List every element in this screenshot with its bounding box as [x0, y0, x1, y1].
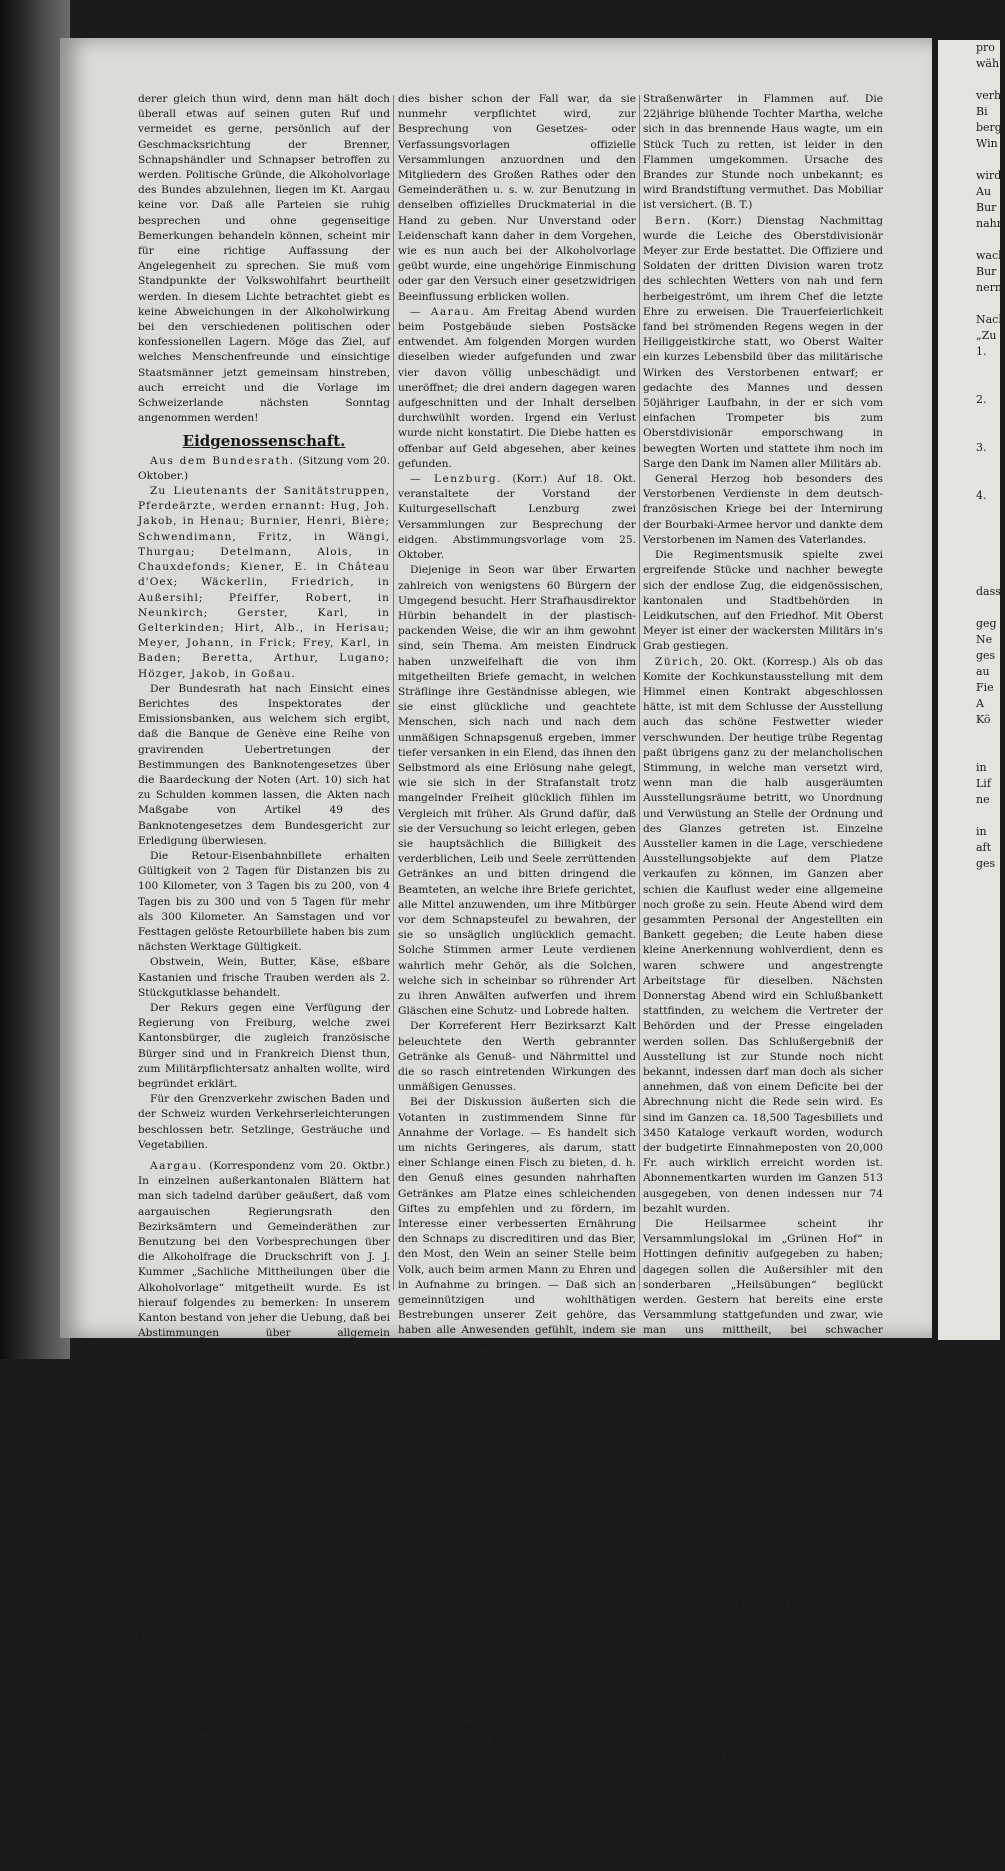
laufenburg-heading: * Bezirk Laufenburg,: [410, 1491, 566, 1504]
right-page-fragment: [938, 520, 1000, 536]
right-page-fragment: Fie: [976, 681, 994, 694]
right-page-fragment: Kö: [976, 713, 991, 726]
right-page-fragment: [938, 376, 1000, 392]
herzog-paragraph: General Herzog hob besonders des Verstorbenen Verdienste in dem deutsch-französischen Kriege bei der Internirung der Bourbaki-Armee hervor und dankte dem Verstorbenen im Namen des Vaterlandes.: [643, 473, 883, 546]
right-page-fragment: wird: [976, 169, 1002, 182]
right-page-fragment: nern: [976, 281, 1002, 294]
right-page-fragment: Bi: [976, 105, 988, 118]
right-page-fragment: [938, 568, 1000, 584]
lieutenants-paragraph: Zu Lieutenants der Sanitätstruppen, Pferdeärzte, werden ernannt: Hug, Joh. Jakob, in Henau; Burnier, Henri, Bière; Schwendimann, Fritz, in Wängi, Thurgau; Detelmann, Alois, in Chauxdefonds; Kiener, E. in Château d'Oex; Wäckerlin, Friedrich, in Außersihl; Pfeiffer, Robert, in Neunkirch; Gerster, Karl, in Gelterkinden; Hirt, Alb., in Herisau; Meyer, Johann, in Frick; Frey, Karl, in Baden; Beretta, Arthur, Lugano; Hözger, Jakob, in Goßau.: [138, 485, 390, 680]
right-page-fragment: in: [976, 825, 987, 838]
grenzverkehr-paragraph: Für den Grenzverkehr zwischen Baden und der Schweiz wurden Verkehrserleichterungen beschlossen betr. Setzlinge, Gesträuche und Vegetabilien.: [138, 1093, 390, 1151]
section-title: Eidgenossenschaft.: [182, 432, 346, 451]
lenzburg-text: (Korr.) Auf 18. Okt. veranstaltete der Vorstand der Kulturgesellschaft Lenzburg zwei Versammlungen zur Besprechung der eidgen. Abstimmungsvorlage vom 25. Oktober.: [398, 473, 636, 562]
right-page-fragment: [938, 728, 1000, 744]
rekurs-paragraph: Der Rekurs gegen eine Verfügung der Regierung von Freiburg, welche zwei Kantonsbürger, die zugleich französische Bürger sind und in Frankreich Dienst thun, zum Militärpflichtersatz anhalten wollte, wird begründet erklärt.: [138, 1001, 390, 1090]
luzern-paragraph: [643, 1612, 883, 1764]
right-page-fragment: Nach: [976, 313, 1005, 326]
right-page-fragment: [938, 360, 1000, 376]
right-page-fragment: [938, 744, 1000, 760]
kalt-paragraph: Der Korreferent Herr Bezirksarzt Kalt beleuchtete den Werth gebrannter Getränke als Genuß- und Nährmittel und die so rasch eintretenden Wirkungen des unmäßigen Genusses.: [398, 1020, 636, 1094]
banknote-paragraph: Der Bundesrath hat nach Einsicht eines Berichtes des Inspektorates der Emissionsbanken, aus welchem sich ergibt, daß die Banque de Genève eine Reihe von gravirenden Uebertretungen der Bestimmungen des Banknotengesetzes über die Baardeckung der Noten (Art. 10) sich hat zu Schulden kommen lassen, die Akten nach Maßgabe von Artikel 49 des Banknotengesetzes dem Bundesgericht zur Erledigung überwiesen.: [138, 682, 390, 847]
aargau-paragraph: [138, 1159, 390, 1722]
aarau-text: Am Freitag Abend wurden beim Postgebäude sieben Postsäcke entwendet. Am folgenden Morgen wurden dieselben wieder aufgefunden und zwar vier davon völlig unbeschädigt und uneröffnet; die drei andern dagegen waren aufgeschnitten und der Inhalt derselben durchwühlt worden. Irgend ein Verlust wurde nicht konstatirt. Die Diebe hatten es offenbar auf Geld abgesehen, aber keines gefunden.: [398, 305, 637, 470]
zurich-heading: Zürich,: [655, 655, 705, 668]
aarau-paragraph: [398, 305, 636, 472]
right-page-fragment: 2.: [976, 393, 987, 406]
aarau-heading: — Aarau.: [410, 305, 476, 318]
right-page-fragment: ges: [976, 649, 996, 662]
laufenburg-text: 20. Oktbr. Friedensrichterwahlen: Im Kreise Laufenburg sind die bisherigen, Herren Müller von Kaisten als Friedensrichter und Gränacher in Ittenthal als Statthalter wieder gewählt. — Im Kreise Frick war die Wahl ebenfalls eine Wiederbestätigung der bisherigen, Herren Frz. Mösch, Friedensrichter und Lukas Keller, Statthalter. — Im Kreise Mettau sind die Herren Blum, bisheriger Friedensrichter, von Wyl und G. Müller, Negt. in Mettau, Statthalter, wiedergewählt. — Im Kreise Wölflinswyl konnte die Wahl Mangels ungenügender Betheiligung nicht abgehalten werden. Ein zweiter Wahlgang ist auf Sonntag den 25. d. angeordnet. — Im Kreise Frick wurde an Stelle des Hrn. Oberrichter Kalt als Großrathsmitglied gewählt: Hr. Gemeindeammann Rohrer in Eiken.: [398, 1491, 637, 1808]
right-page-fragment: [938, 472, 1000, 488]
spreitenbach-heading: — Spreitenbach,: [410, 1810, 523, 1823]
column-3: [643, 92, 884, 1763]
right-page-fragment: „Zu: [976, 329, 997, 342]
right-page-fragment: Bur: [976, 201, 997, 214]
winterthur-heading: — Winterthur,: [655, 1476, 751, 1489]
retour-paragraph: Die Retour-Eisenbahnbillete erhalten Gültigkeit von 2 Tagen für Distanzen bis zu 100 Kilometer, von 3 Tagen bis zu 200, von 4 Tagen bis zu 300 und von 5 Tagen für mehr als 300 Kilometer. An Samstagen und vor Festtagen gelöste Retourbillete haben bis zum nächsten Werktage Gültigkeit.: [138, 849, 390, 954]
right-page-fragment: ne: [976, 793, 990, 806]
diskussion-paragraph: Bei der Diskussion äußerten sich die Votanten in zustimmendem Sinne für Annahme der Vorlage. — Es handelt sich um nichts Geringeres, als darum, statt einer Schlange einen Fisch zu bieten, d. h. den Genuß eines gesunden nahrhaften Getränkes am Platze eines schleichenden Giftes zu empfehlen und zu fördern, im Interesse einer verbesserten Ernährung den Schnaps zu discreditiren und das Bier, den Most, den Wein an seiner Stelle beim Volk, auch beim armen Mann zu Ehren und in Aufnahme zu bringen. — Daß sich an gemeinnützigen und wohlthätigen Bestrebungen unserer Zeit gehöre, das haben alle Anwesenden gefühlt, indem sie bei der Abstimmung einmüthig sich für die Vorlage erklärten.: [398, 1096, 636, 1367]
column-rule-2: [639, 95, 640, 1290]
right-page-fragment: nahr: [976, 217, 1002, 230]
right-page-fragment: [938, 456, 1000, 472]
right-page-fragment: Ne: [976, 633, 993, 646]
column-1: [138, 92, 390, 1765]
right-page-fragment: verh: [976, 89, 1002, 102]
laufenburg-paragraph: [398, 1491, 636, 1810]
adjacent-page-edge: [938, 40, 1005, 1340]
bundesrath-date: (Sitzung vom 20. Oktober.): [138, 454, 390, 482]
right-page-fragment: wack: [976, 249, 1005, 262]
lenzburg2-paragraph: Ueber die Versammlung in Lenzburg wurde bereits in gestriger Nummer referirt.: [398, 1370, 637, 1398]
bern-text: (Korr.) Dienstag Nachmittag wurde die Leiche des Oberstdivisionär Meyer zur Erde bestattet. Die Offiziere und Soldaten der dritten Division waren trotz des schlechten Wetters von nah und fern herbeigeströmt, um ihrem Chef die letzte Ehre zu erweisen. Die Trauerfeierlichkeit fand bei strömenden Regens wegen in der Heiliggeistkirche statt, wo Oberst Walter ein kurzes Lebensbild über das militärische Wirken des Verstorbenen entwarf; er gedachte des Mannes und dessen 50jähriger Laufbahn, in der er sich vom einfachen Trompeter bis zum Oberstdivisionär emporschwang in bewegten Worten und stattete ihm noch im Sarge den Dank im Namen aller Militärs ab.: [643, 214, 883, 470]
heilsarmee-paragraph: Die Heilsarmee scheint ihr Versammlungslokal im „Grünen Hof“ in Hottingen definitiv aufgegeben zu haben; dagegen sollen die Außersihler mit den sonderbaren „Heilsübungen“ beglückt werden. Gestern hat bereits eine erste Versammlung stattgefunden und zwar, wie man uns mittheilt, bei schwacher Betheiligung und ohne irgend welche Störung.: [643, 1218, 883, 1367]
right-page-fragment: 4.: [976, 489, 987, 502]
right-page-fragment: 1.: [976, 345, 987, 358]
right-page-fragment: au: [976, 665, 990, 678]
fire-paragraph: Straßenwärter in Flammen auf. Die 22jährige blühende Tochter Martha, welche sich in das brennende Haus wagte, um ein Stück Tuch zu retten, ist leider in den Flammen umgekommen. Ursache des Brandes zur Stunde noch unbekannt; es wird Brandstiftung vermuthet. Das Mobiliar ist versichert. (B. T.): [643, 93, 883, 212]
right-page-fragment: Win: [976, 137, 998, 150]
zurich-text: 20. Okt. (Korresp.) Als ob das Komite der Kochkunstausstellung mit dem Himmel einen Kontrakt abgeschlossen hätte, ist mit dem Schlusse der Ausstellung auch das schöne Festwetter wieder verschwunden. Der heutige trübe Regentag paßt übrigens ganz zu der melancholischen Stimmung, in welche man versetzt wird, wenn man die halb ausgeräumten Ausstellungsräume betritt, wo Unordnung und Verwüstung an Stelle der Ordnung und des Glanzes getreten ist. Einzelne Aussteller kamen in die Lage, verschiedene Ausstellungsobjekte auf dem Platze verkaufen zu können, im Ganzen aber schien die Kauflust weder eine allgemeine noch große zu sein. Heute Abend wird dem gesammten Personal der Angestellten ein Bankett gegeben; die Leute haben diese kleine Anerkennung wohlverdient, denn es waren schwere und angestrengte Arbeitstage für dieselben. Nächsten Donnerstag Abend wird ein Schlußbankett stattfinden, zu welchem die Vertreter der Behörden und der Presse eingeladen werden sollen. Das Schlußergebniß der Ausstellung ist zur Stunde noch nicht bekannt, indessen darf man doch als sicher annehmen, daß von einem Deficite bei der Abrechnung nicht die Rede sein wird. Es sind im Ganzen ca. 18,500 Tagesbillets und 3450 Kataloge verkauft worden, wodurch der budgetirte Einnahmeposten von 20,000 Fr. auch wirklich erreicht worden ist. Abonnementkarten wurden im Ganzen 513 ausgegeben, von denen indessen nur 74 bezahlt wurden.: [643, 655, 883, 1215]
right-page-fragment: aft: [976, 841, 992, 854]
winterthur-paragraph: [643, 1475, 883, 1612]
regiment-paragraph: Die Regimentsmusik spielte zwei ergreifende Stücke und nachher bewegte sich der endlose Zug, die eidgenössischen, kantonalen und Stadtbehörden in Leidkutschen, auf den Friedhof. Mit Oberst Meyer ist einer der wackersten Militärs in's Grab gestiegen.: [643, 549, 883, 653]
right-page-fragment: dass: [976, 585, 1001, 598]
zurich-paragraph: [643, 655, 883, 1218]
right-page-fragment: Bur: [976, 265, 997, 278]
right-page-fragment: 3.: [976, 441, 987, 454]
bundesrath-heading: Aus dem Bundesrath.: [150, 454, 295, 467]
right-page-fragment: [938, 232, 1000, 248]
obst-paragraph: Obstwein, Wein, Butter, Käse, eßbare Kastanien und frische Trauben werden als 2. Stückgutklasse behandelt.: [138, 956, 390, 999]
schweizerblaetter-paragraph: Von den Herausgebern der „Schweizerblätter“ (dem eidgen. Verein in Zürich) ist eine vielbesprochenes Flugblatt zu Gunsten der Alkoholvorlage erschienen, welches zur Vertheilung vom „Berichthaus“ in Zürich in beliebigen Exemplaren gratis bezogen werden kann.: [643, 1370, 883, 1474]
luzern-text: Die zahlreich besuchte Gemeindeversammlung der Stadt Luzern hat letzten Sonntag die Ueberlassung der Straße Luzern-Kriens für die Anlage einer Straßenbahn vorbehaltlos genehmigt. Ferner beschloß sie nach den Anträgen des Großen Stadtrathes die Abtretung eines Bauplatzes bei dem Stadthof an die Gotthardbahn und den Beitrag an die Korrektion des Renggbaches.: [643, 1613, 883, 1763]
right-page-fragment: [938, 536, 1000, 552]
right-page-fragment: [938, 296, 1000, 312]
right-page-fragment: in: [976, 761, 987, 774]
bundesrath-paragraph: [138, 454, 390, 484]
right-page-fragment: [938, 408, 1000, 424]
stellung-paragraph: Diese Stellung ist ihr seit Annahme der neuen Verfassung noch viel deutlicher vorgezeichnet, als: [138, 1722, 390, 1765]
right-page-fragment: [938, 552, 1000, 568]
right-page-fragment: berg: [976, 121, 1002, 134]
right-page-fragment: pro: [976, 41, 995, 54]
column-rule-1: [393, 95, 394, 1290]
right-page-fragment: A: [976, 697, 984, 710]
right-page-fragment: Au: [976, 185, 992, 198]
right-page-fragment: [938, 72, 1000, 88]
bern-paragraph: [643, 214, 883, 472]
rheinfelden-paragraph: — Der Kreis Rheinfelden wählte im ersten Wahlgang Hrn. alt Friedensrichter Constantin Schneider von Magden als Mitglied des Großen Rathes; der Kreis Frick Hrn. Gemeindeammann Rohrer in Eiken.: [398, 1400, 636, 1489]
aargau-text: (Korrespondenz vom 20. Oktbr.) In einzelnen außerkantonalen Blättern hat man sich tadelnd darüber geäußert, daß vom aargauischen Regierungsrath den Bezirksämtern und Gemeinderäthen zur Benutzung bei den Vorbesprechungen über die Alkoholfrage die Druckschrift von J. J. Kummer „Sachliche Mittheilungen über die Alkoholvorlage“ mitgetheilt wurde. Es ist hierauf folgendes zu bemerken: In unserem Kanton bestand von jeher die Uebung, daß bei Abstimmungen über allgemein volkswirthschaftliche Fragen die Regierung auch ihrerseits Stellung genommen hat, sei es daß sie Besprechungen veranstaltete oder besuchte, sei es daß sie zur Orientirung dienliches Druckmaterial vertheilen ließ. So wurde es z. B. vor der Abstimmung über die Gotthardbahnsubvention gehalten. Die Regierung glaubte durch ein solches Vorgehen so wenig sich einer ungehörigen Einmischung in die Abstimmungsverhandlung schuldig zu machen, daß sie gegentheils immer der Ansicht war und es noch ist, es liege recht eigentlich in ihrer Stellung und Aufgabe, in Fragen, bei denen das Wohl und Wehe des Landes so nahe berühren, das ihrige zur Aufklärung der Bürger beizutragen. Sie vindicirt sich das Recht, unter Umständen sogar eine offizielle Ansprache an die Bürger zu erlassen, wenn sie dies für im Interesse des Landes als geboten erachtet, gerade ebenso wie sie es in ihrer Stellung findet, ang. Gesetzesvorlagen, die an die Volksabstimmung gebracht werden, mit einer erläuternden oder empfehlenden Botschaft zu begleiten.: [138, 1160, 390, 1720]
luzern-heading: Luzern.: [655, 1613, 707, 1626]
right-page-fragment: [938, 808, 1000, 824]
right-page-fragment: Lif: [976, 777, 991, 790]
column-2: [398, 92, 637, 1869]
bern-heading: Bern.: [655, 214, 692, 227]
spreitenbach-text: 19. Okt. Heute früh 2½ Uhr ging das Wohnhaus der Familie Lienberger, Goßlis und das des J. Ulrich Lienberger,: [398, 1810, 636, 1869]
right-page-fragment: [938, 504, 1000, 520]
aargau-heading: Aargau.: [150, 1160, 203, 1173]
seon-paragraph: Diejenige in Seon war über Erwarten zahlreich von wenigstens 60 Bürgern der Umgegend besucht. Herr Strafhausdirektor Hürbin behandelt in der plastisch-packenden Weise, die wir an ihm gewohnt sind, sein Thema. Am meisten Eindruck haben unzweifelhaft die von ihm mitgetheilten Briefe gemacht, in welchen Sträflinge ihre Geständnisse ablegen, wie sie einst glückliche und geachtete Menschen, sich nach und nach dem unmäßigen Schnapsgenuß ergeben, immer tiefer versanken in ein Elend, das ihnen den Selbstmord als eine Erlösung nahe gelegt, wie sie sich in der Strafanstalt trotz mangelnder Freiheit glücklich fühlen im Vergleich mit früher. Als Grund dafür, daß sie der Versuchung so leicht erlegen, geben sie hauptsächlich die Billigkeit des verderblichen, Leib und Seele zerrüttenden Getränkes an und bitten dringend die Beamteten, an welche ihre Briefe gerichtet, alle Mittel anzuwenden, um ihre Mitbürger vor dem Schnapsteufel zu bewahren, der sie so unsäglich unglücklich gemacht. Solche Stimmen armer Leute verdienen wahrlich mehr Gehör, als die Solchen, welche sich in scheinbar so rührender Art zu ihren Anwälten aufwerfen und ihrem Gläschen eine Schutz- und Lobrede halten.: [398, 564, 636, 1018]
intro-paragraph: derer gleich thun wird, denn man hält doch überall etwas auf seinen guten Ruf und vermeidet es gerne, persönlich auf der Geschmacksrichtung der Brenner, Schnapshändler und Schnapser betroffen zu werden. Politische Gründe, die Alkoholvorlage des Bundes abzulehnen, liegen im Kt. Aargau keine vor. Daß alle Parteien sie ruhig besprechen und ohne gegenseitige Bemerkungen behandeln können, scheint mir für eine richtige Auffassung der Angelegenheit zu sprechen. Sie muß vom Standpunkte der Volkswohlfahrt beurtheilt werden. In diesem Lichte betrachtet giebt es keine Abweichungen in der Alkoholwirkung bei den verschiedenen politischen oder konfessionellen Lagern. Möge das Ziel, auf welches Menschenfreunde und einsichtige Staatsmänner jetzt gemeinsam hinstreben, auch erreicht und die Vorlage im Schweizerlande nächsten Sonntag angenommen werden!: [138, 93, 390, 425]
right-page-fragment: [938, 424, 1000, 440]
lenzburg-heading: — Lenzburg.: [410, 473, 502, 486]
right-page-fragment: [938, 600, 1000, 616]
winterthur-text: 19. Die Weinlese in den hiesigen Rebbergen geht mit heute und morgen bis an wenige Ausnahmen zu Ende. Mit dem Ertrag sowohl als besonders auch mit der Qualität darf man sehr zufrieden sein. Der Ertrag dürfte den letztjährigen ⅓ bis ¼ übertreffen. Wo voriges Jahr 8 bis 10 Saum per Jucharte geerntet wurden, dürften dies Jahr 12 bis 13 Saum.: [643, 1476, 884, 1611]
continuation-paragraph: dies bisher schon der Fall war, da sie nunmehr verpflichtet wird, zur Besprechung von Gesetzes- oder Verfassungsvorlagen offizielle Versammlungen anzuordnen und den Mitgliedern des Großen Rathes oder den Gemeinderäthen u. s. w. zur Benutzung in denselben offizielles Druckmaterial in die Hand zu geben. Nur Unverstand oder Leidenschaft kann daher in dem Vorgehen, wie es nun auch bei der Alkoholvorlage geübt wurde, eine ungehörige Einmischung oder gar den Versuch einer gesetzwidrigen Beeinflussung erblicken wollen.: [398, 93, 636, 303]
right-page-fragment: geg: [976, 617, 997, 630]
right-page-fragment: [938, 152, 1000, 168]
right-page-fragment: wäh: [976, 57, 1000, 70]
lenzburg-paragraph: [398, 472, 636, 563]
right-page-fragment: ges: [976, 857, 996, 870]
spreitenbach-paragraph: [398, 1810, 636, 1871]
